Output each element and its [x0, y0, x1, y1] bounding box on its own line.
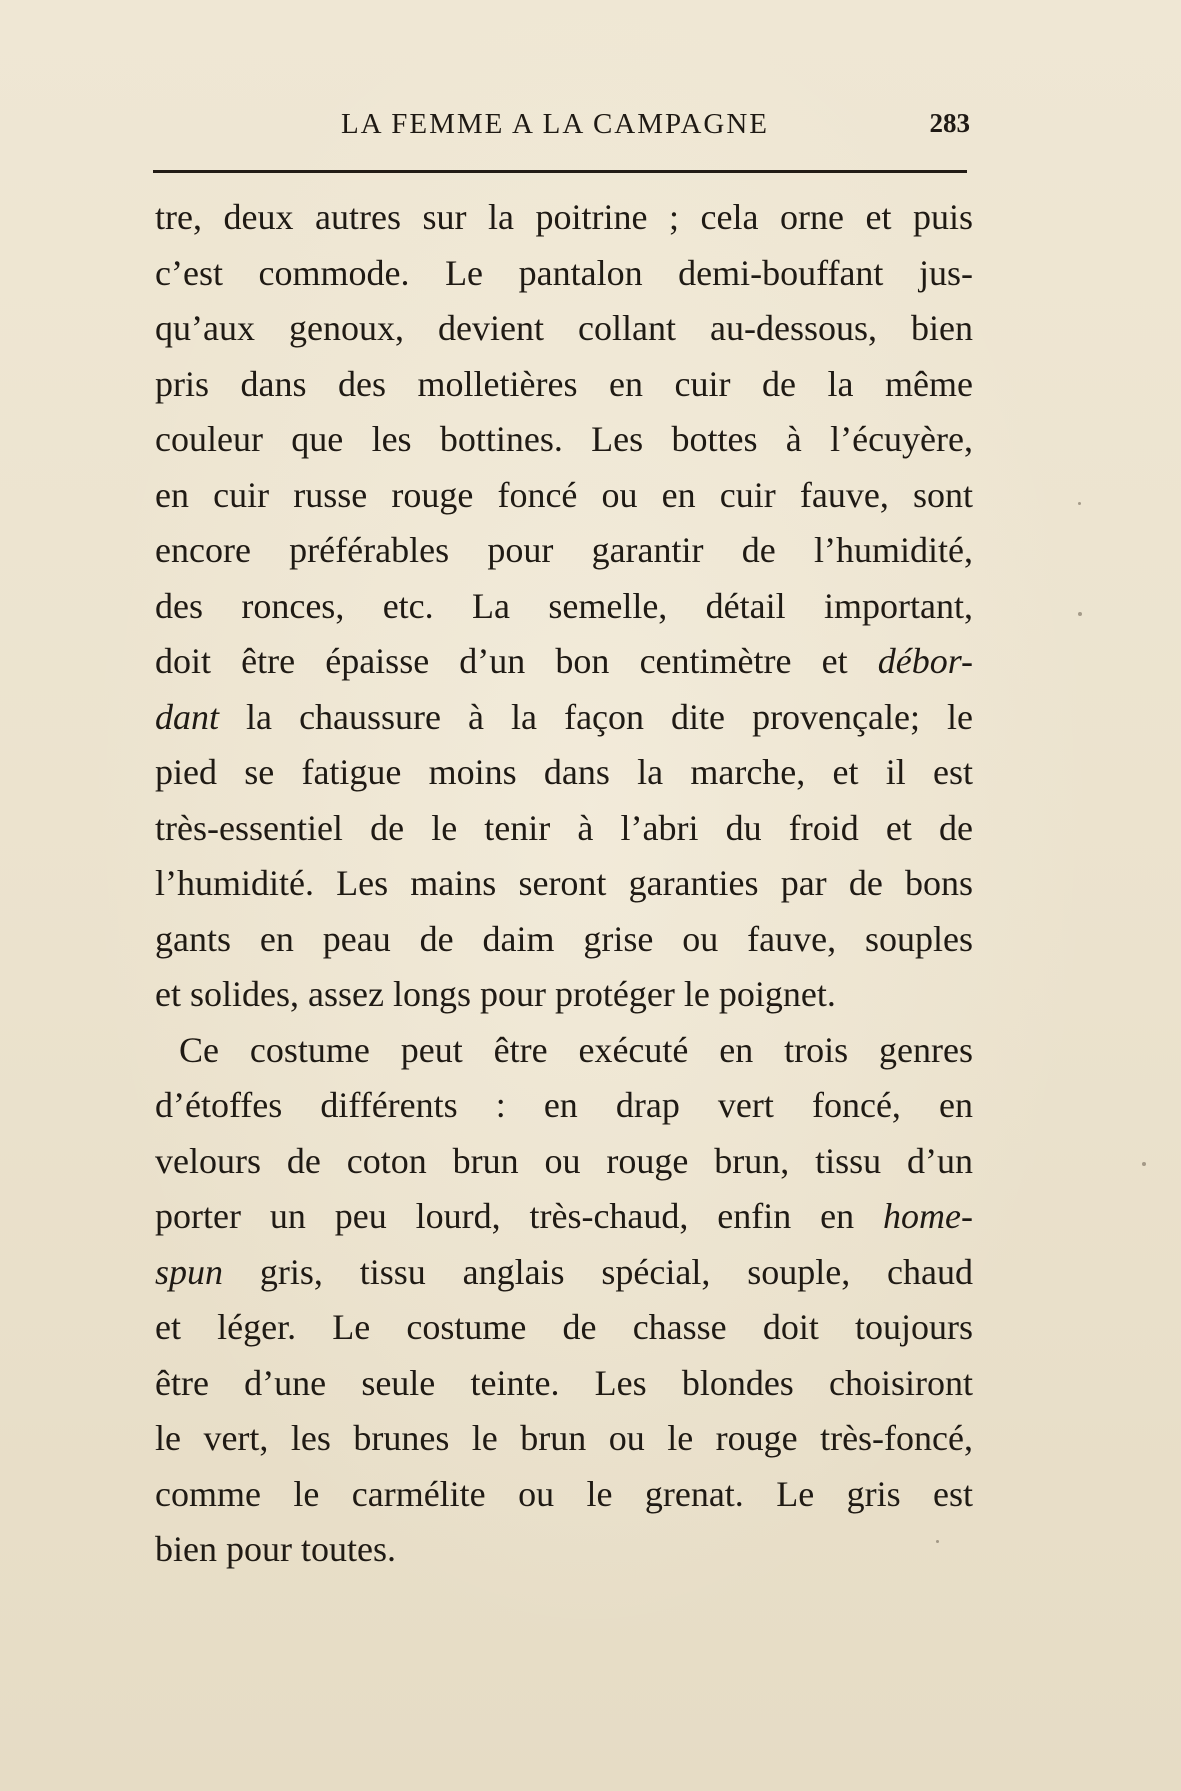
text-segment: porter un peu lourd, très-chaud, enfin en — [155, 1196, 884, 1236]
italic-word: débor- — [877, 641, 973, 681]
text-line: des ronces, etc. La semelle, détail important, — [155, 585, 973, 626]
text-line — [155, 690, 973, 746]
italic-word: spun — [155, 1251, 224, 1292]
text-line: et solides, assez longs pour protéger le poignet. — [155, 974, 836, 1014]
page-number: 283 — [929, 108, 970, 138]
text-line: très-essentiel de le tenir à l’abri du froid et de — [155, 807, 973, 848]
text-line: le vert, les brunes le brun ou le rouge très-foncé, — [155, 1418, 973, 1458]
header-rule — [153, 170, 967, 173]
text-line: Ce costume peut être exécuté en trois genres — [179, 1029, 973, 1070]
text-line: être d’une seule teinte. Les blondes choisiront — [155, 1362, 973, 1403]
text-line: c’est commode. Le pantalon demi-bouffant jus- — [155, 252, 973, 293]
text-line: pris dans des molletières en cuir de la même — [155, 363, 973, 404]
paragraph-2 — [155, 1023, 973, 1578]
text-line: comme le carmélite ou le grenat. Le gris est — [155, 1473, 973, 1514]
text-segment: doit être épaisse d’un bon centimètre et — [155, 641, 878, 681]
text-line: encore préférables pour garantir de l’humidité, — [155, 530, 973, 570]
paper-speck — [1078, 502, 1081, 505]
italic-word: dant — [155, 696, 220, 737]
text-line — [155, 634, 973, 690]
italic-word: home- — [883, 1196, 973, 1236]
paper-speck — [1078, 612, 1082, 616]
text-line: velours de coton brun ou rouge brun, tissu d’un — [155, 1140, 973, 1181]
text-line: gants en peau de daim grise ou fauve, souples — [155, 918, 973, 959]
page-header — [155, 104, 970, 144]
text-line: couleur que les bottines. Les bottes à l’écuyère, — [155, 419, 973, 459]
text-line: en cuir russe rouge foncé ou en cuir fauve, sont — [155, 474, 973, 515]
text-line: et léger. Le costume de chasse doit toujours — [155, 1307, 973, 1347]
text-segment: la chaussure à la façon dite provençale; le — [219, 696, 973, 737]
paper-speck — [936, 1540, 939, 1543]
text-line: qu’aux genoux, devient collant au-dessous, bien — [155, 308, 973, 348]
running-title: LA FEMME A LA CAMPAGNE — [340, 108, 770, 140]
text-line: l’humidité. Les mains seront garanties par de bons — [155, 863, 973, 903]
paper-speck — [1142, 1162, 1146, 1166]
text-line — [155, 1189, 973, 1245]
paragraph-1 — [155, 190, 973, 1023]
body-text — [155, 190, 973, 1578]
text-line: d’étoffes différents : en drap vert foncé, en — [155, 1085, 973, 1125]
text-line: tre, deux autres sur la poitrine ; cela orne et puis — [155, 197, 973, 237]
text-line: pied se fatigue moins dans la marche, et il est — [155, 752, 973, 792]
text-line — [155, 1245, 973, 1301]
text-segment: gris, tissu anglais spécial, souple, chaud — [223, 1251, 973, 1292]
text-line: bien pour toutes. — [155, 1529, 396, 1569]
